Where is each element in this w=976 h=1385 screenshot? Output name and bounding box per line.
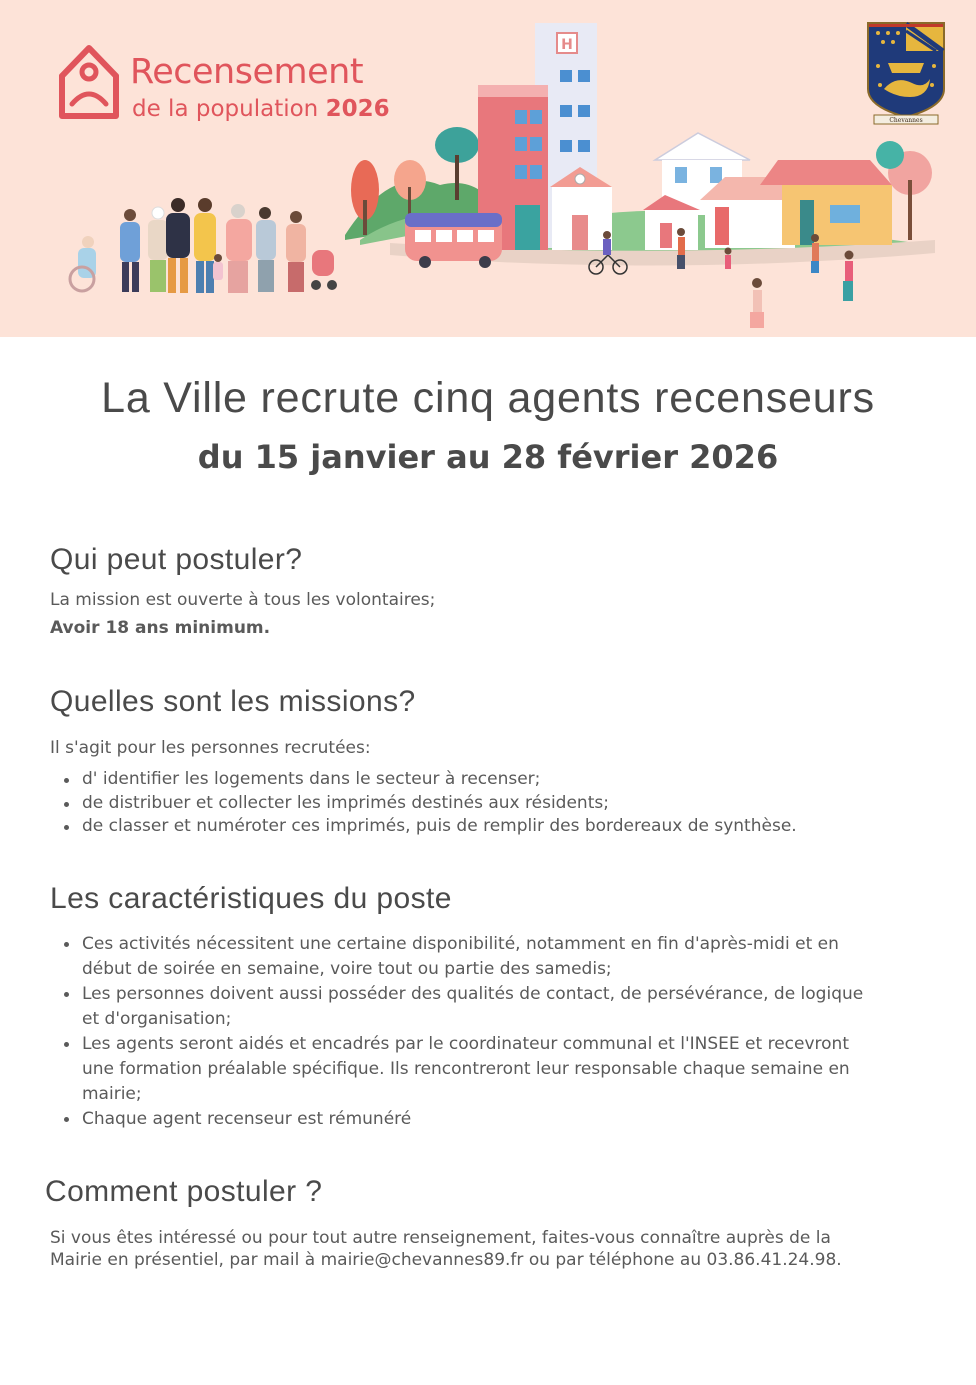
town-illustration	[60, 15, 940, 335]
contact-paragraph: Si vous êtes intéressé ou pour tout autre renseignement, faites-vous connaître auprès de la Mairie en présentiel, par mail à mairie@chevannes89.fr ou par téléphone au 03.86.41.24.98.	[50, 1228, 842, 1270]
list-item: d' identifier les logements dans le secteur à recenser;	[50, 768, 930, 792]
heading-caracteristiques: Les caractéristiques du poste	[50, 882, 452, 915]
coat-of-arms-icon	[866, 21, 946, 125]
heading-comment: Comment postuler ?	[45, 1175, 323, 1208]
list-item: de classer et numéroter ces imprimés, puis de remplir des bordereaux de synthèse.	[50, 815, 930, 839]
list-item: Ces activités nécessitent une certaine disponibilité, notamment en fin d'après-midi et en début de soirée en semaine, voire tout ou partie des samedis;	[50, 932, 882, 982]
date-range: du 15 janvier au 28 février 2026	[197, 438, 779, 476]
heading-missions: Quelles sont les missions?	[50, 685, 416, 718]
who-line-2: Avoir 18 ans minimum.	[50, 618, 271, 638]
page-title: La Ville recrute cinq agents recenseurs	[101, 374, 875, 422]
list-item: Les agents seront aidés et encadrés par le coordinateur communal et l'INSEE et recevront une formation préalable spécifique. Ils rencontreront leur responsable chaque semaine en mairie;	[50, 1032, 882, 1107]
missions-list	[50, 768, 930, 839]
logo-year: 2026	[325, 96, 390, 122]
list-item: Les personnes doivent aussi posséder des qualités de contact, de persévérance, de logique et d'organisation;	[50, 982, 882, 1032]
heading-who: Qui peut postuler?	[50, 543, 303, 576]
who-line-1: La mission est ouverte à tous les volontaires;	[50, 590, 436, 610]
list-item: Chaque agent recenseur est rémunéré	[50, 1107, 882, 1132]
missions-intro: Il s'agit pour les personnes recrutées:	[50, 738, 371, 758]
crest-label: Chevannes	[889, 117, 923, 124]
caracteristiques-list	[50, 932, 882, 1132]
hospital-sign: H	[561, 37, 573, 53]
list-item: de distribuer et collecter les imprimés destinés aux résidents;	[50, 792, 930, 816]
logo-title: Recensement	[130, 52, 364, 92]
logo-subtitle-text: de la population	[132, 96, 319, 122]
header-banner	[0, 0, 976, 337]
